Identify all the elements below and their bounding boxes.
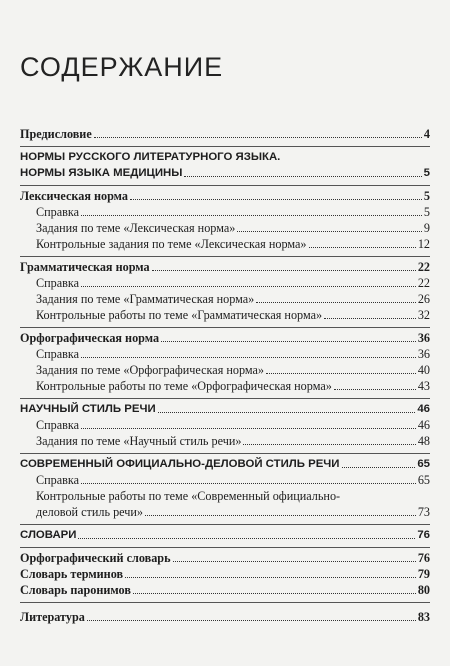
toc-entry-grammar-control[interactable]: Контрольные работы по теме «Грамматическая норма» 32 [36, 308, 430, 322]
toc-entry-grammar-ref[interactable]: Справка 22 [36, 276, 430, 290]
toc-entry-official-control-line1[interactable]: Контрольные работы по теме «Современный официально- [36, 489, 341, 503]
toc-entry-grammar[interactable]: Грамматическая норма 22 [20, 260, 430, 274]
toc-entry-paronyms-dict[interactable]: Словарь паронимов 80 [20, 583, 430, 597]
toc-section-science[interactable]: НАУЧНЫЙ СТИЛЬ РЕЧИ 46 [20, 403, 430, 415]
toc-section-dictionaries[interactable]: СЛОВАРИ 76 [20, 529, 430, 541]
toc-entry-science-ref[interactable]: Справка 46 [36, 418, 430, 432]
toc-section-norms[interactable]: НОРМЫ ЯЗЫКА МЕДИЦИНЫ 5 [20, 167, 430, 179]
toc-section-norms-line1[interactable]: НОРМЫ РУССКОГО ЛИТЕРАТУРНОГО ЯЗЫКА. [20, 151, 281, 163]
table-of-contents [20, 126, 430, 625]
toc-entry-lexical[interactable]: Лексическая норма 5 [20, 189, 430, 203]
page-title: СОДЕРЖАНИЕ [20, 52, 224, 82]
toc-entry-lexical-control[interactable]: Контрольные задания по теме «Лексическая норма» 12 [36, 237, 430, 251]
toc-section-official[interactable]: СОВРЕМЕННЫЙ ОФИЦИАЛЬНО-ДЕЛОВОЙ СТИЛЬ РЕЧИ 65 [20, 458, 430, 470]
toc-entry-orthography[interactable]: Орфографическая норма 36 [20, 331, 430, 345]
toc-entry-grammar-tasks[interactable]: Задания по теме «Грамматическая норма» 26 [36, 292, 430, 306]
toc-entry-terms-dict[interactable]: Словарь терминов 79 [20, 567, 430, 581]
toc-entry-lexical-ref[interactable]: Справка 5 [36, 205, 430, 219]
toc-entry-preface[interactable]: Предисловие 4 [20, 127, 430, 141]
toc-entry-official-ref[interactable]: Справка 65 [36, 473, 430, 487]
toc-entry-official-control[interactable]: деловой стиль речи» 73 [36, 505, 430, 519]
toc-entry-ortho-control[interactable]: Контрольные работы по теме «Орфографическая норма» 43 [36, 379, 430, 393]
toc-entry-lexical-tasks[interactable]: Задания по теме «Лексическая норма» 9 [36, 221, 430, 235]
toc-entry-ortho-ref[interactable]: Справка 36 [36, 347, 430, 361]
toc-entry-literature[interactable]: Литература 83 [20, 610, 430, 624]
toc-entry-ortho-dict[interactable]: Орфографический словарь 76 [20, 551, 430, 565]
toc-entry-ortho-tasks[interactable]: Задания по теме «Орфографическая норма» 40 [36, 363, 430, 377]
toc-entry-science-tasks[interactable]: Задания по теме «Научный стиль речи» 48 [36, 434, 430, 448]
